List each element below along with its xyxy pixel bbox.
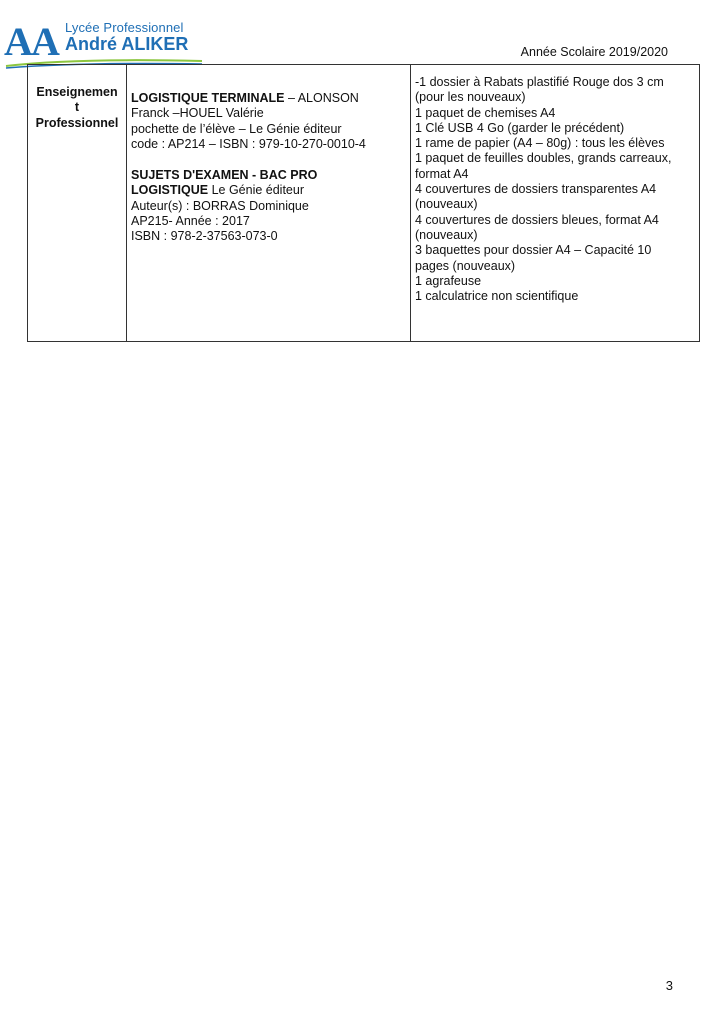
supplies-cell bbox=[411, 65, 700, 342]
book-title-line bbox=[131, 91, 410, 106]
book-authors: Franck –HOUEL Valérie bbox=[131, 106, 264, 121]
spacer bbox=[131, 152, 410, 168]
school-logo bbox=[4, 20, 204, 68]
list-item: (nouveaux) bbox=[415, 227, 478, 242]
list-item: 4 couvertures de dossiers bleues, format A4 bbox=[415, 212, 659, 227]
book-title: LOGISTIQUE bbox=[131, 183, 209, 198]
books-cell bbox=[127, 65, 411, 342]
book-publisher: Le Génie éditeur bbox=[208, 183, 304, 198]
book-authors: Auteur(s) : BORRAS Dominique bbox=[131, 198, 309, 213]
list-item: 4 couvertures de dossiers transparentes A4 bbox=[415, 182, 657, 197]
book-isbn: ISBN : 978-2-37563-073-0 bbox=[131, 229, 278, 244]
subject-line: Enseignemen bbox=[36, 85, 118, 99]
page-number: 3 bbox=[665, 978, 673, 993]
list-item: (pour les nouveaux) bbox=[415, 90, 526, 105]
list-item: (nouveaux) bbox=[415, 197, 478, 212]
logo-school-name: André ALIKER bbox=[65, 34, 189, 54]
logo-school-type: Lycée Professionnel bbox=[65, 20, 184, 35]
list-item: pages (nouveaux) bbox=[415, 258, 516, 273]
list-item: 1 rame de papier (A4 – 80g) : tous les élèves bbox=[415, 136, 665, 151]
supplies-table bbox=[27, 64, 700, 342]
list-item: format A4 bbox=[415, 166, 469, 181]
book-author: – ALONSON bbox=[284, 91, 359, 105]
svg-text:A: A bbox=[31, 22, 60, 62]
list-item: 1 Clé USB 4 Go (garder le précédent) bbox=[415, 120, 625, 135]
book-title-line bbox=[131, 183, 410, 198]
book-code: AP215- Année : 2017 bbox=[131, 214, 250, 229]
school-year: Année Scolaire 2019/2020 bbox=[520, 45, 668, 59]
list-item: 1 agrafeuse bbox=[415, 273, 482, 288]
table-row bbox=[28, 65, 700, 342]
list-item: 1 paquet de feuilles doubles, grands carreaux, bbox=[415, 151, 672, 166]
book-title: SUJETS D'EXAMEN - BAC PRO bbox=[131, 168, 318, 183]
book-title: LOGISTIQUE TERMINALE bbox=[131, 91, 285, 105]
book-isbn: code : AP214 – ISBN : 979-10-270-0010-4 bbox=[131, 136, 366, 151]
list-item: 1 paquet de chemises A4 bbox=[415, 105, 556, 120]
list-item: 1 calculatrice non scientifique bbox=[415, 289, 579, 304]
list-item: 3 baquettes pour dossier A4 – Capacité 10 bbox=[415, 243, 652, 258]
svg-text:A: A bbox=[4, 22, 33, 62]
subject-line: Professionnel bbox=[35, 115, 119, 130]
subject-line: t bbox=[74, 100, 80, 115]
subject-cell bbox=[28, 65, 127, 342]
book-format: pochette de l’élève – Le Génie éditeur bbox=[131, 121, 342, 136]
list-item: -1 dossier à Rabats plastifié Rouge dos 3 cm bbox=[415, 75, 664, 89]
